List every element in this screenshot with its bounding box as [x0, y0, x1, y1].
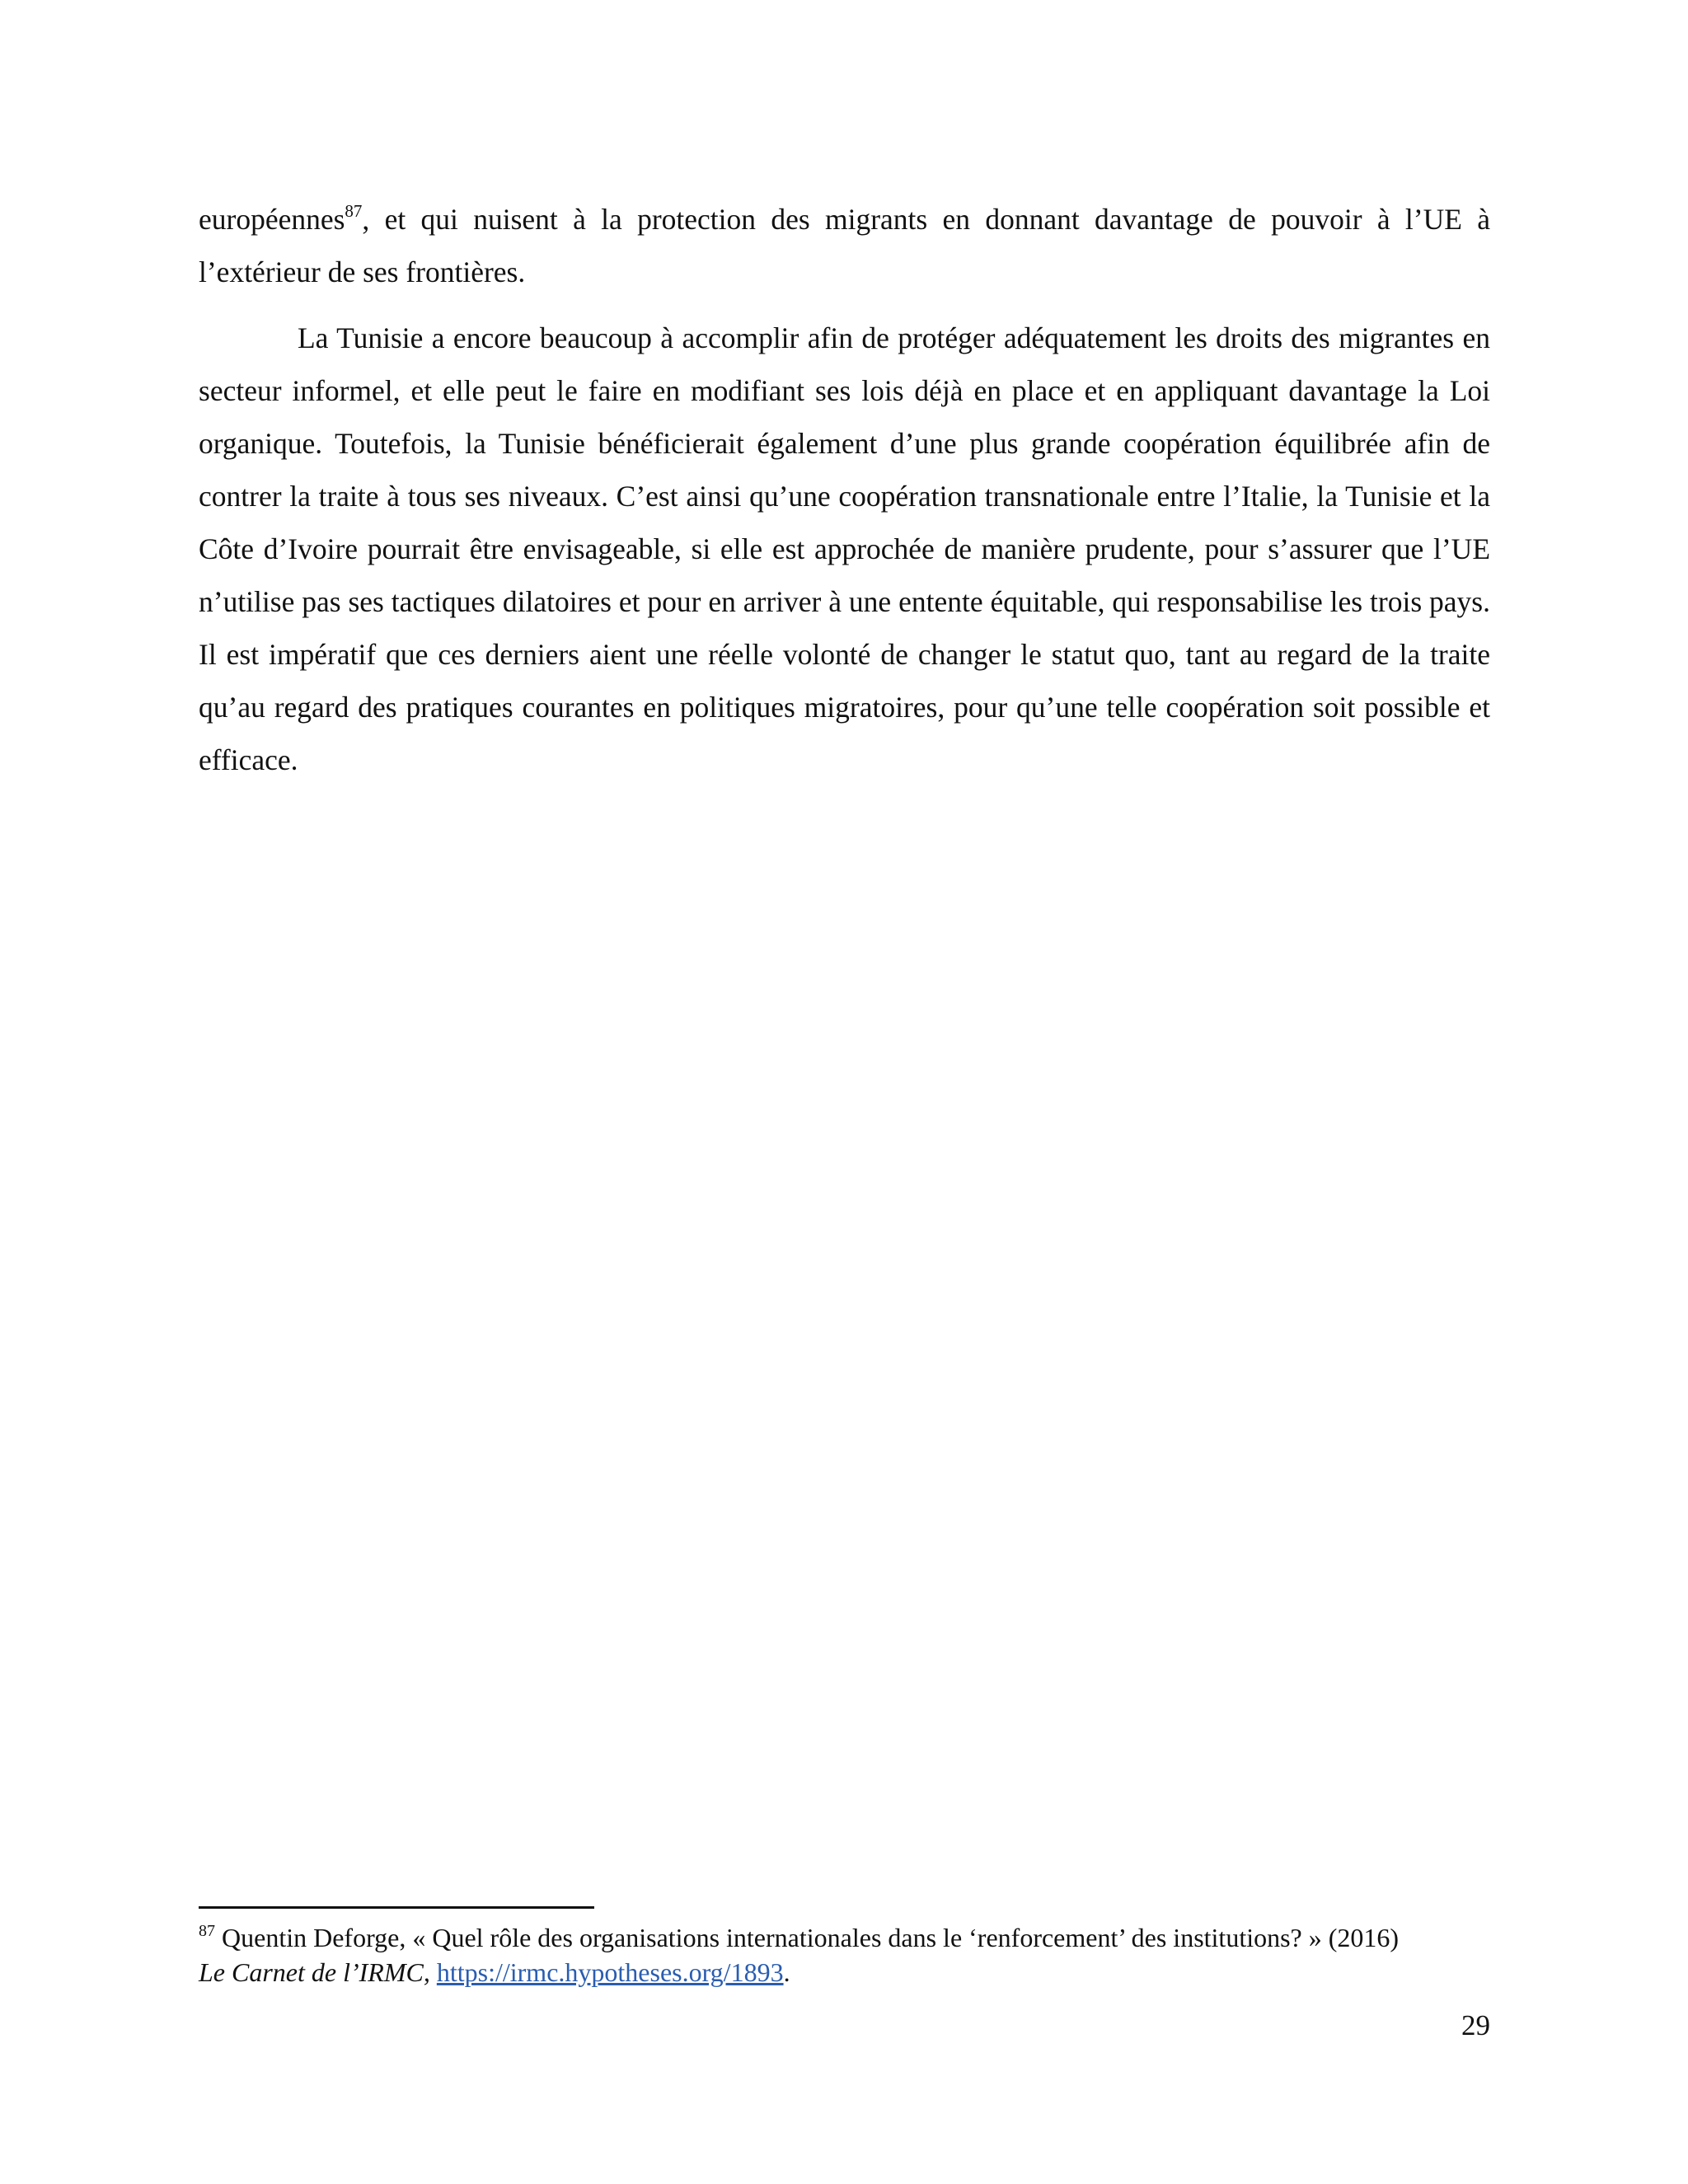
body-text: [199, 193, 1490, 786]
footnote-number: 87: [199, 1922, 215, 1941]
paragraph-2: La Tunisie a encore beaucoup à accomplir afin de protéger adéquatement les droits des migrantes en secteur informel, et elle peut le faire en modifiant ses lois déjà en place et en appliquant davantage la Loi organique. Toutefois, la Tunisie bénéficierait également d’une plus grande coopération équilibrée afin de contrer la traite à tous ses niveaux. C’est ainsi qu’une coopération transnationale entre l’Italie, la Tunisie et la Côte d’Ivoire pourrait être envisageable, si elle est approchée de manière prudente, pour s’assurer que l’UE n’utilise pas ses tactiques dilatoires et pour en arriver à une entente équitable, qui responsabilise les trois pays. Il est impératif que ces derniers aient une réelle volonté de changer le statut quo, tant au regard de la traite qu’au regard des pratiques courantes en politiques migratoires, pour qu’une telle coopération soit possible et efficace.: [199, 321, 1490, 776]
footnote-end: .: [783, 1957, 790, 1987]
paragraph-1-lead: européennes: [199, 203, 345, 236]
paragraph-continued: [199, 193, 1490, 298]
footnote-text: Quentin Deforge, « Quel rôle des organisations internationales dans le ‘renforcement’ des institutions? » (2016): [215, 1923, 1400, 1952]
paragraph-1-rest: , et qui nuisent à la protection des migrants en donnant davantage de pouvoir à l’UE à l’extérieur de ses frontières.: [199, 203, 1490, 288]
footnote-separator: [199, 1906, 594, 1909]
footnote-reference[interactable]: 87: [345, 201, 363, 222]
footnote-source: Le Carnet de l’IRMC,: [199, 1957, 430, 1987]
footnote-link[interactable]: https://irmc.hypotheses.org/1893: [436, 1957, 784, 1987]
footnote: [199, 1920, 1490, 1990]
page-number: 29: [1461, 2009, 1490, 2041]
